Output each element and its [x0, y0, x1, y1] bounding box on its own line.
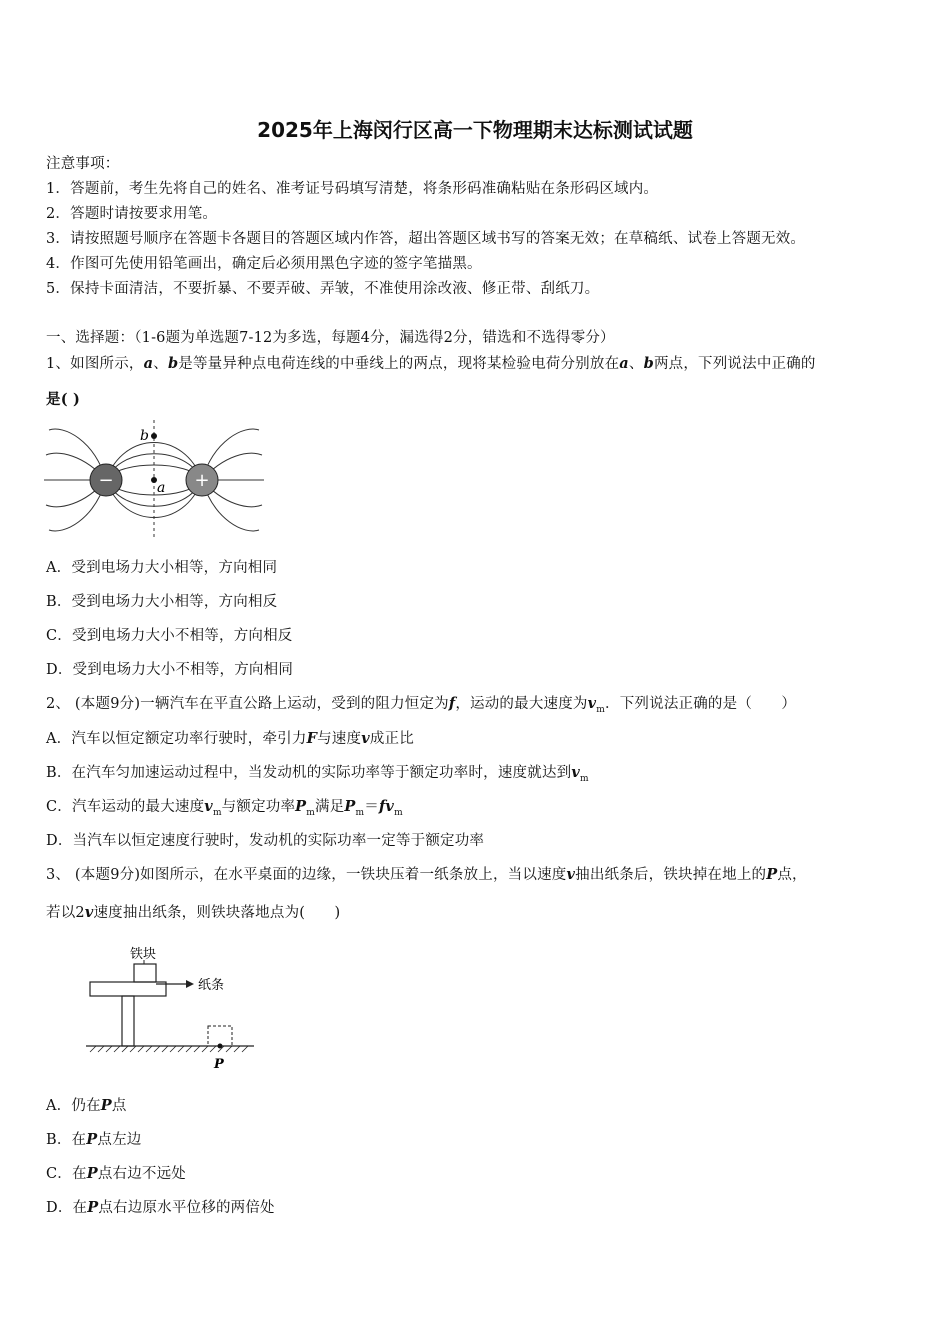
- q1-option-c[interactable]: C．受到电场力大小不相等，方向相反: [46, 628, 293, 644]
- q3-stem: 3、 (本题9分)如图所示，在水平桌面的边缘，一铁块压着一纸条放上，当以速度v抽出纸条后，铁块掉在地上的P点，: [46, 866, 807, 883]
- q2-stem: 2、 (本题9分)一辆汽车在平直公路上运动，受到的阻力恒定为f，运动的最大速度为$v_m$．下列说法正确的是（ ）: [46, 695, 797, 715]
- notice-item: 2．答题时请按要求用笔。: [46, 206, 218, 222]
- q2-option-d[interactable]: D．当汽车以恒定速度行驶时，发动机的实际功率一定等于额定功率: [46, 833, 485, 849]
- notice-heading: 注意事项：: [46, 156, 120, 172]
- notice-item: 3．请按照题号顺序在答题卡各题目的答题区域内作答，超出答题区域书写的答案无效；在草稿纸、试卷上答题无效。: [46, 231, 806, 247]
- q2-option-a[interactable]: A．汽车以恒定额定功率行驶时，牵引力F与速度v成正比: [46, 730, 414, 747]
- q3-option-a[interactable]: A．仍在P点: [46, 1097, 127, 1114]
- q1-option-a[interactable]: A．受到电场力大小相等，方向相同: [46, 560, 278, 576]
- q1-option-d[interactable]: D．受到电场力大小不相等，方向相同: [46, 662, 294, 678]
- dipole-field-figure: [44, 420, 264, 538]
- table-paper-figure: [86, 940, 258, 1076]
- q3-option-d[interactable]: D．在P点右边原水平位移的两倍处: [46, 1199, 275, 1216]
- q1-option-b[interactable]: B．受到电场力大小相等，方向相反: [46, 594, 278, 610]
- positive-charge-label: +: [194, 470, 210, 491]
- negative-charge-label: −: [98, 470, 114, 491]
- section-heading: 一、选择题：（1-6题为单选题7-12为多选，每题4分，漏选得2分，错选和不选得零分）: [46, 330, 615, 346]
- page-title: 2025年上海闵行区高一下物理期末达标测试试题: [257, 118, 693, 142]
- paper-label: 纸条: [198, 978, 225, 993]
- q1-stem: 1、如图所示，a、b是等量异种点电荷连线的中垂线上的两点，现将某检验电荷分别放在a、b两点，下列说法中正确的: [46, 355, 816, 372]
- point-a-label: a: [157, 480, 166, 496]
- q1-stem-cont: 是( ): [46, 391, 81, 408]
- q3-stem-cont: 若以2v速度抽出纸条，则铁块落地点为( ): [46, 904, 341, 921]
- block-label: 铁块: [130, 947, 157, 962]
- notice-item: 4．作图可先使用铅笔画出，确定后必须用黑色字迹的签字笔描黑。: [46, 256, 482, 272]
- q2-option-c[interactable]: C．汽车运动的最大速度$v_m$与额定功率$P_m$满足$P_m=fv_m$: [46, 798, 403, 818]
- q3-option-c[interactable]: C．在P点右边不远处: [46, 1165, 187, 1182]
- notice-item: 1．答题前，考生先将自己的姓名、准考证号码填写清楚，将条形码准确粘贴在条形码区域内。: [46, 181, 659, 197]
- q3-option-b[interactable]: B．在P点左边: [46, 1131, 142, 1148]
- q2-option-b[interactable]: B．在汽车匀加速运动过程中，当发动机的实际功率等于额定功率时，速度就达到$v_m$: [46, 764, 589, 784]
- point-p-label: P: [214, 1057, 224, 1072]
- point-b-label: b: [140, 428, 149, 444]
- notice-item: 5．保持卡面清洁，不要折暴、不要弄破、弄皱，不准使用涂改液、修正带、刮纸刀。: [46, 281, 600, 297]
